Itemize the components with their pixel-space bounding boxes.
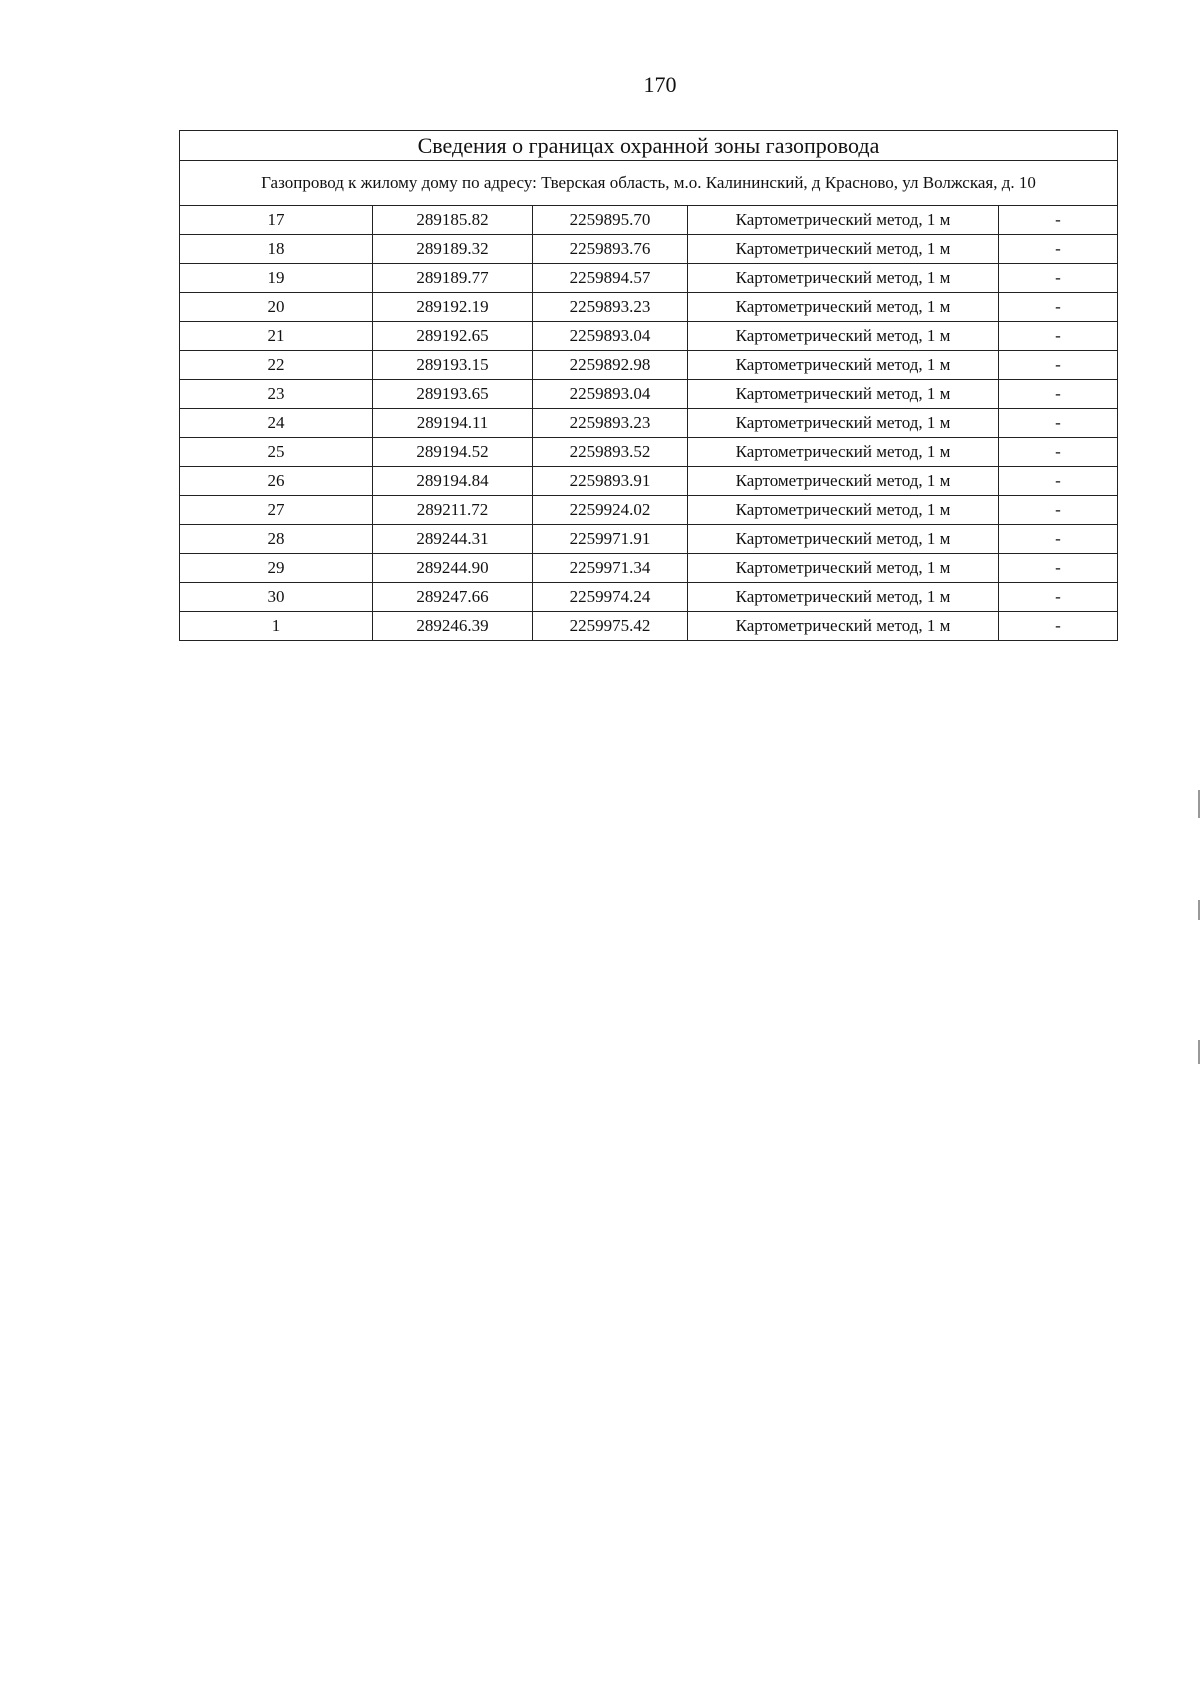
description-cell: - — [999, 438, 1118, 467]
x-coordinate-cell: 289247.66 — [373, 583, 533, 612]
point-number-cell: 25 — [180, 438, 373, 467]
description-cell: - — [999, 235, 1118, 264]
method-cell: Картометрический метод, 1 м — [688, 467, 999, 496]
y-coordinate-cell: 2259971.34 — [533, 554, 688, 583]
table-row — [180, 467, 1118, 496]
point-number-cell: 24 — [180, 409, 373, 438]
table-row — [180, 438, 1118, 467]
x-coordinate-cell: 289194.84 — [373, 467, 533, 496]
method-cell: Картометрический метод, 1 м — [688, 293, 999, 322]
x-coordinate-cell: 289192.65 — [373, 322, 533, 351]
point-number-cell: 1 — [180, 612, 373, 641]
method-cell: Картометрический метод, 1 м — [688, 235, 999, 264]
description-cell: - — [999, 322, 1118, 351]
x-coordinate-cell: 289185.82 — [373, 206, 533, 235]
description-cell: - — [999, 525, 1118, 554]
point-number-cell: 26 — [180, 467, 373, 496]
point-number-cell: 23 — [180, 380, 373, 409]
y-coordinate-cell: 2259971.91 — [533, 525, 688, 554]
method-cell: Картометрический метод, 1 м — [688, 351, 999, 380]
description-cell: - — [999, 206, 1118, 235]
table-row — [180, 409, 1118, 438]
y-coordinate-cell: 2259893.23 — [533, 293, 688, 322]
description-cell: - — [999, 380, 1118, 409]
protection-zone-table — [179, 130, 1118, 641]
x-coordinate-cell: 289189.32 — [373, 235, 533, 264]
description-cell: - — [999, 264, 1118, 293]
table-row — [180, 293, 1118, 322]
table-row — [180, 351, 1118, 380]
x-coordinate-cell: 289193.15 — [373, 351, 533, 380]
x-coordinate-cell: 289194.11 — [373, 409, 533, 438]
y-coordinate-cell: 2259893.04 — [533, 380, 688, 409]
method-cell: Картометрический метод, 1 м — [688, 380, 999, 409]
y-coordinate-cell: 2259895.70 — [533, 206, 688, 235]
method-cell: Картометрический метод, 1 м — [688, 264, 999, 293]
point-number-cell: 21 — [180, 322, 373, 351]
y-coordinate-cell: 2259893.04 — [533, 322, 688, 351]
y-coordinate-cell: 2259975.42 — [533, 612, 688, 641]
page-number: 170 — [643, 72, 677, 97]
description-cell: - — [999, 612, 1118, 641]
y-coordinate-cell: 2259894.57 — [533, 264, 688, 293]
x-coordinate-cell: 289192.19 — [373, 293, 533, 322]
method-cell: Картометрический метод, 1 м — [688, 322, 999, 351]
table-row — [180, 322, 1118, 351]
description-cell: - — [999, 293, 1118, 322]
point-number-cell: 17 — [180, 206, 373, 235]
method-cell: Картометрический метод, 1 м — [688, 554, 999, 583]
y-coordinate-cell: 2259893.23 — [533, 409, 688, 438]
method-cell: Картометрический метод, 1 м — [688, 409, 999, 438]
x-coordinate-cell: 289194.52 — [373, 438, 533, 467]
table-subtitle: Газопровод к жилому дому по адресу: Тверская область, м.о. Калининский, д Красново, ул Волжская, д. 10 — [180, 161, 1118, 206]
table-row — [180, 554, 1118, 583]
y-coordinate-cell: 2259924.02 — [533, 496, 688, 525]
table-row — [180, 206, 1118, 235]
y-coordinate-cell: 2259974.24 — [533, 583, 688, 612]
point-number-cell: 30 — [180, 583, 373, 612]
method-cell: Картометрический метод, 1 м — [688, 438, 999, 467]
x-coordinate-cell: 289246.39 — [373, 612, 533, 641]
table-row — [180, 380, 1118, 409]
table-row — [180, 612, 1118, 641]
description-cell: - — [999, 583, 1118, 612]
x-coordinate-cell: 289211.72 — [373, 496, 533, 525]
y-coordinate-cell: 2259893.76 — [533, 235, 688, 264]
x-coordinate-cell: 289244.90 — [373, 554, 533, 583]
y-coordinate-cell: 2259893.91 — [533, 467, 688, 496]
x-coordinate-cell: 289189.77 — [373, 264, 533, 293]
point-number-cell: 28 — [180, 525, 373, 554]
method-cell: Картометрический метод, 1 м — [688, 206, 999, 235]
y-coordinate-cell: 2259893.52 — [533, 438, 688, 467]
y-coordinate-cell: 2259892.98 — [533, 351, 688, 380]
table-row — [180, 496, 1118, 525]
method-cell: Картометрический метод, 1 м — [688, 612, 999, 641]
point-number-cell: 20 — [180, 293, 373, 322]
point-number-cell: 27 — [180, 496, 373, 525]
table-row — [180, 525, 1118, 554]
description-cell: - — [999, 554, 1118, 583]
table-title: Сведения о границах охранной зоны газопровода — [180, 131, 1118, 161]
table-row — [180, 235, 1118, 264]
point-number-cell: 22 — [180, 351, 373, 380]
point-number-cell: 18 — [180, 235, 373, 264]
point-number-cell: 29 — [180, 554, 373, 583]
description-cell: - — [999, 409, 1118, 438]
description-cell: - — [999, 351, 1118, 380]
table-title-row — [180, 131, 1118, 161]
x-coordinate-cell: 289193.65 — [373, 380, 533, 409]
table-subtitle-row — [180, 161, 1118, 206]
description-cell: - — [999, 467, 1118, 496]
point-number-cell: 19 — [180, 264, 373, 293]
table-row — [180, 264, 1118, 293]
method-cell: Картометрический метод, 1 м — [688, 525, 999, 554]
method-cell: Картометрический метод, 1 м — [688, 496, 999, 525]
x-coordinate-cell: 289244.31 — [373, 525, 533, 554]
table-row — [180, 583, 1118, 612]
method-cell: Картометрический метод, 1 м — [688, 583, 999, 612]
description-cell: - — [999, 496, 1118, 525]
